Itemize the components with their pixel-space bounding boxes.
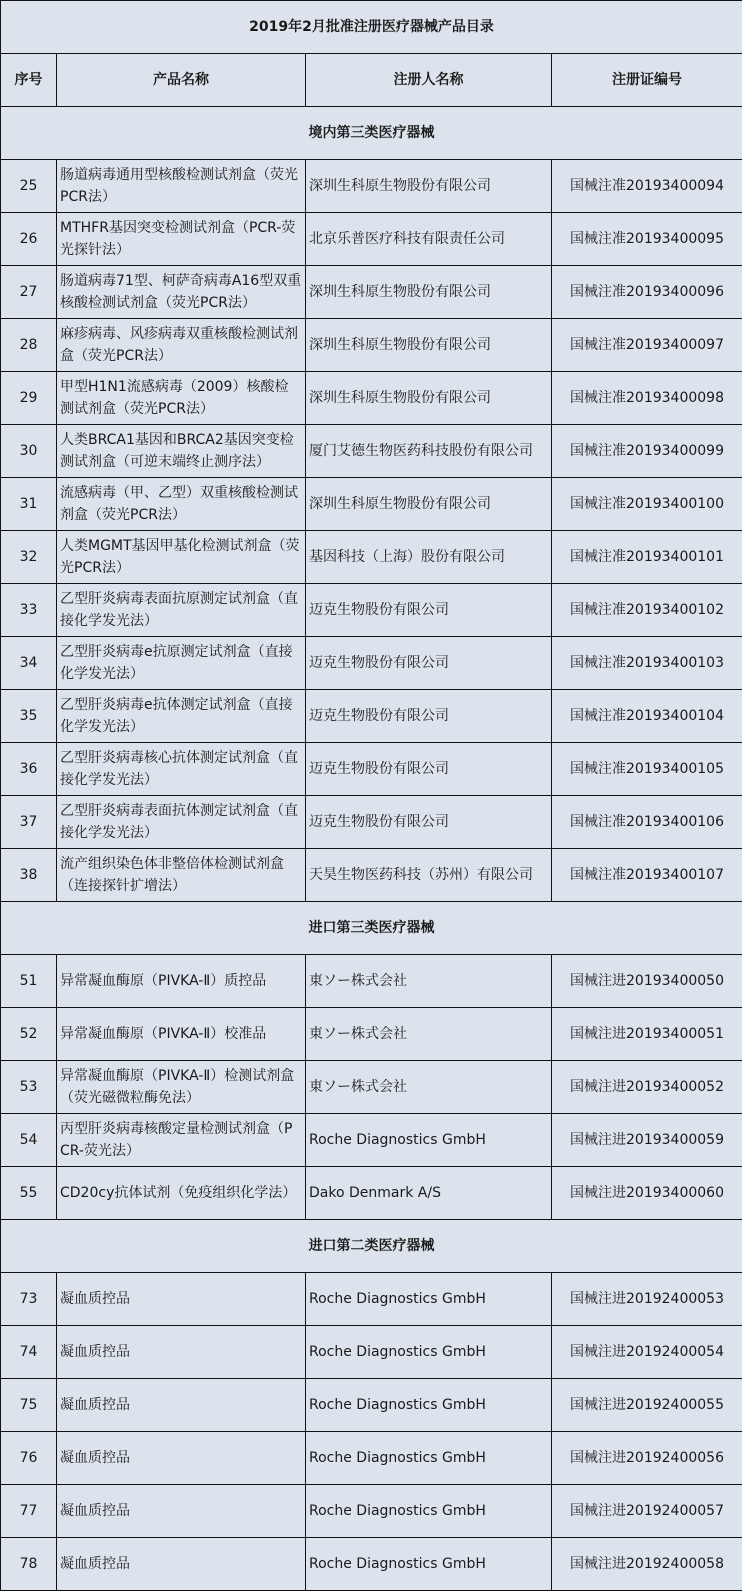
header-row <box>1 54 742 107</box>
cell-registrant-name: 厦门艾德生物医药科技股份有限公司 <box>306 425 552 478</box>
cell-registrant-name: 迈克生物股份有限公司 <box>306 690 552 743</box>
cell-seq: 37 <box>1 796 57 849</box>
cell-product-name: 凝血质控品 <box>57 1379 306 1432</box>
cell-registrant-name: Roche Diagnostics GmbH <box>306 1379 552 1432</box>
cell-product-name: 甲型H1N1流感病毒（2009）核酸检测试剂盒（荧光PCR法） <box>57 372 306 425</box>
cell-certificate-number: 国械注进20192400057 <box>552 1485 742 1538</box>
title-row <box>1 1 742 54</box>
cell-registrant-name: Roche Diagnostics GmbH <box>306 1114 552 1167</box>
cell-registrant-name: Roche Diagnostics GmbH <box>306 1273 552 1326</box>
cell-registrant-name: Roche Diagnostics GmbH <box>306 1538 552 1591</box>
cell-registrant-name: 天昊生物医药科技（苏州）有限公司 <box>306 849 552 902</box>
cell-product-name: 乙型肝炎病毒e抗原测定试剂盒（直接化学发光法） <box>57 637 306 690</box>
table-row <box>1 690 742 743</box>
table-row <box>1 531 742 584</box>
cell-registrant-name: 深圳生科原生物股份有限公司 <box>306 478 552 531</box>
cell-seq: 30 <box>1 425 57 478</box>
cell-certificate-number: 国械注进20193400059 <box>552 1114 742 1167</box>
cell-seq: 52 <box>1 1008 57 1061</box>
cell-product-name: 异常凝血酶原（PIVKA-Ⅱ）校准品 <box>57 1008 306 1061</box>
cell-seq: 74 <box>1 1326 57 1379</box>
header-product: 产品名称 <box>57 54 306 107</box>
cell-seq: 77 <box>1 1485 57 1538</box>
cell-seq: 54 <box>1 1114 57 1167</box>
cell-registrant-name: 基因科技（上海）股份有限公司 <box>306 531 552 584</box>
cell-product-name: 乙型肝炎病毒核心抗体测定试剂盒（直接化学发光法） <box>57 743 306 796</box>
cell-seq: 78 <box>1 1538 57 1591</box>
table-row <box>1 1538 742 1591</box>
cell-certificate-number: 国械注进20192400058 <box>552 1538 742 1591</box>
cell-certificate-number: 国械注进20193400051 <box>552 1008 742 1061</box>
cell-certificate-number: 国械注准20193400104 <box>552 690 742 743</box>
cell-product-name: 肠道病毒通用型核酸检测试剂盒（荧光PCR法） <box>57 160 306 213</box>
section-title: 进口第二类医疗器械 <box>1 1220 742 1273</box>
table-title: 2019年2月批准注册医疗器械产品目录 <box>1 1 742 54</box>
cell-seq: 51 <box>1 955 57 1008</box>
cell-certificate-number: 国械注准20193400106 <box>552 796 742 849</box>
cell-registrant-name: Dako Denmark A/S <box>306 1167 552 1220</box>
cell-certificate-number: 国械注准20193400099 <box>552 425 742 478</box>
cell-certificate-number: 国械注进20192400053 <box>552 1273 742 1326</box>
table-row <box>1 1008 742 1061</box>
table-row <box>1 372 742 425</box>
cell-product-name: 凝血质控品 <box>57 1538 306 1591</box>
cell-product-name: 凝血质控品 <box>57 1432 306 1485</box>
cell-certificate-number: 国械注进20192400055 <box>552 1379 742 1432</box>
cell-product-name: 凝血质控品 <box>57 1485 306 1538</box>
header-registrant: 注册人名称 <box>306 54 552 107</box>
table-row <box>1 637 742 690</box>
cell-registrant-name: 深圳生科原生物股份有限公司 <box>306 319 552 372</box>
cell-seq: 28 <box>1 319 57 372</box>
table-row <box>1 1432 742 1485</box>
cell-registrant-name: 北京乐普医疗科技有限责任公司 <box>306 213 552 266</box>
table-row <box>1 319 742 372</box>
cell-product-name: 丙型肝炎病毒核酸定量检测试剂盒（PCR-荧光法） <box>57 1114 306 1167</box>
cell-seq: 32 <box>1 531 57 584</box>
table-row <box>1 743 742 796</box>
cell-product-name: 凝血质控品 <box>57 1326 306 1379</box>
cell-certificate-number: 国械注准20193400107 <box>552 849 742 902</box>
table-row <box>1 1167 742 1220</box>
table-row <box>1 955 742 1008</box>
cell-registrant-name: 迈克生物股份有限公司 <box>306 584 552 637</box>
table-row <box>1 1273 742 1326</box>
cell-certificate-number: 国械注进20192400054 <box>552 1326 742 1379</box>
cell-registrant-name: Roche Diagnostics GmbH <box>306 1485 552 1538</box>
table-body <box>1 1 742 1591</box>
cell-product-name: 乙型肝炎病毒表面抗原测定试剂盒（直接化学发光法） <box>57 584 306 637</box>
cell-registrant-name: 深圳生科原生物股份有限公司 <box>306 372 552 425</box>
header-seq: 序号 <box>1 54 57 107</box>
cell-product-name: 凝血质控品 <box>57 1273 306 1326</box>
cell-product-name: 乙型肝炎病毒e抗体测定试剂盒（直接化学发光法） <box>57 690 306 743</box>
table-row <box>1 584 742 637</box>
cell-product-name: MTHFR基因突变检测试剂盒（PCR-荧光探针法） <box>57 213 306 266</box>
cell-certificate-number: 国械注准20193400101 <box>552 531 742 584</box>
table-row <box>1 160 742 213</box>
cell-certificate-number: 国械注准20193400097 <box>552 319 742 372</box>
cell-registrant-name: 東ソー株式会社 <box>306 1061 552 1114</box>
section-row <box>1 902 742 955</box>
table-row <box>1 1114 742 1167</box>
cell-registrant-name: 東ソー株式会社 <box>306 1008 552 1061</box>
cell-certificate-number: 国械注准20193400105 <box>552 743 742 796</box>
table-row <box>1 1379 742 1432</box>
table-row <box>1 1061 742 1114</box>
cell-product-name: 肠道病毒71型、柯萨奇病毒A16型双重核酸检测试剂盒（荧光PCR法） <box>57 266 306 319</box>
cell-product-name: 人类BRCA1基因和BRCA2基因突变检测试剂盒（可逆末端终止测序法） <box>57 425 306 478</box>
cell-product-name: 流感病毒（甲、乙型）双重核酸检测试剂盒（荧光PCR法） <box>57 478 306 531</box>
cell-product-name: 流产组织染色体非整倍体检测试剂盒（连接探针扩增法） <box>57 849 306 902</box>
cell-seq: 31 <box>1 478 57 531</box>
cell-seq: 73 <box>1 1273 57 1326</box>
cell-certificate-number: 国械注准20193400096 <box>552 266 742 319</box>
cell-certificate-number: 国械注准20193400095 <box>552 213 742 266</box>
cell-seq: 36 <box>1 743 57 796</box>
section-title: 进口第三类医疗器械 <box>1 902 742 955</box>
cell-registrant-name: Roche Diagnostics GmbH <box>306 1432 552 1485</box>
table-row <box>1 1485 742 1538</box>
cell-seq: 75 <box>1 1379 57 1432</box>
cell-product-name: 异常凝血酶原（PIVKA-Ⅱ）检测试剂盒（荧光磁微粒酶免法） <box>57 1061 306 1114</box>
cell-registrant-name: 迈克生物股份有限公司 <box>306 743 552 796</box>
cell-registrant-name: 迈克生物股份有限公司 <box>306 637 552 690</box>
table-row <box>1 796 742 849</box>
section-title: 境内第三类医疗器械 <box>1 107 742 160</box>
table-row <box>1 1326 742 1379</box>
cell-certificate-number: 国械注进20193400050 <box>552 955 742 1008</box>
cell-certificate-number: 国械注准20193400100 <box>552 478 742 531</box>
cell-registrant-name: 深圳生科原生物股份有限公司 <box>306 160 552 213</box>
cell-registrant-name: 深圳生科原生物股份有限公司 <box>306 266 552 319</box>
table-row <box>1 266 742 319</box>
cell-certificate-number: 国械注进20193400060 <box>552 1167 742 1220</box>
cell-registrant-name: 迈克生物股份有限公司 <box>306 796 552 849</box>
cell-certificate-number: 国械注准20193400094 <box>552 160 742 213</box>
cell-product-name: 麻疹病毒、风疹病毒双重核酸检测试剂盒（荧光PCR法） <box>57 319 306 372</box>
cell-registrant-name: Roche Diagnostics GmbH <box>306 1326 552 1379</box>
cell-seq: 26 <box>1 213 57 266</box>
cell-seq: 38 <box>1 849 57 902</box>
section-row <box>1 1220 742 1273</box>
cell-seq: 76 <box>1 1432 57 1485</box>
cell-registrant-name: 東ソー株式会社 <box>306 955 552 1008</box>
table-row <box>1 849 742 902</box>
section-row <box>1 107 742 160</box>
cell-product-name: 人类MGMT基因甲基化检测试剂盒（荧光PCR法） <box>57 531 306 584</box>
cell-certificate-number: 国械注进20192400056 <box>552 1432 742 1485</box>
cell-seq: 35 <box>1 690 57 743</box>
table-row <box>1 478 742 531</box>
cell-seq: 33 <box>1 584 57 637</box>
cell-seq: 27 <box>1 266 57 319</box>
cell-product-name: 异常凝血酶原（PIVKA-Ⅱ）质控品 <box>57 955 306 1008</box>
cell-seq: 25 <box>1 160 57 213</box>
cell-seq: 53 <box>1 1061 57 1114</box>
cell-certificate-number: 国械注进20193400052 <box>552 1061 742 1114</box>
cell-product-name: 乙型肝炎病毒表面抗体测定试剂盒（直接化学发光法） <box>57 796 306 849</box>
table-row <box>1 213 742 266</box>
cell-certificate-number: 国械注准20193400102 <box>552 584 742 637</box>
cell-product-name: CD20cy抗体试剂（免疫组织化学法） <box>57 1167 306 1220</box>
cell-certificate-number: 国械注准20193400103 <box>552 637 742 690</box>
cell-seq: 55 <box>1 1167 57 1220</box>
table-row <box>1 425 742 478</box>
cell-seq: 29 <box>1 372 57 425</box>
header-certificate: 注册证编号 <box>552 54 742 107</box>
cell-certificate-number: 国械注准20193400098 <box>552 372 742 425</box>
cell-seq: 34 <box>1 637 57 690</box>
